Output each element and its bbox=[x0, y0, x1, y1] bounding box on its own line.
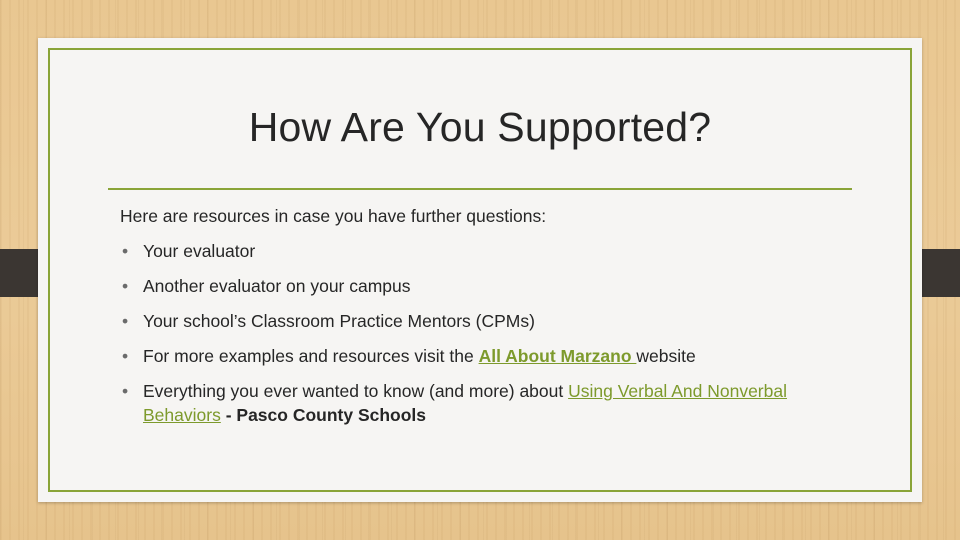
bullet-dot-icon: • bbox=[122, 346, 129, 366]
list-item bbox=[120, 239, 840, 263]
list-item-text: Everything you ever wanted to know (and more) about bbox=[143, 381, 569, 401]
intro-text: Here are resources in case you have further questions: bbox=[120, 206, 547, 226]
title-divider bbox=[108, 188, 852, 190]
bullet-dot-icon: • bbox=[122, 381, 129, 401]
verbal-nonverbal-behaviors-link[interactable]: Using Verbal And Nonverbal Behaviors bbox=[143, 381, 787, 425]
all-about-marzano-link[interactable]: All About Marzano bbox=[478, 346, 637, 366]
list-item bbox=[120, 274, 840, 298]
list-item-text: Your evaluator bbox=[143, 241, 256, 261]
slide-title: How Are You Supported? bbox=[248, 104, 712, 150]
bullet-list bbox=[120, 239, 840, 427]
list-item-text: Your school’s Classroom Practice Mentors (CPMs) bbox=[143, 311, 535, 331]
bullet-dot-icon: • bbox=[122, 276, 129, 296]
separator-text: - bbox=[220, 405, 237, 425]
bullet-dot-icon: • bbox=[122, 241, 129, 261]
slide-body bbox=[120, 204, 840, 438]
list-item-text: website bbox=[636, 346, 696, 366]
list-item bbox=[120, 344, 840, 368]
list-item-text: Another evaluator on your campus bbox=[143, 276, 411, 296]
pasco-county-schools-text: Pasco County Schools bbox=[236, 405, 427, 425]
bullet-dot-icon: • bbox=[122, 311, 129, 331]
slide-card bbox=[38, 38, 922, 502]
list-item-text: For more examples and resources visit the bbox=[143, 346, 479, 366]
list-item bbox=[120, 379, 840, 427]
list-item bbox=[120, 309, 840, 333]
